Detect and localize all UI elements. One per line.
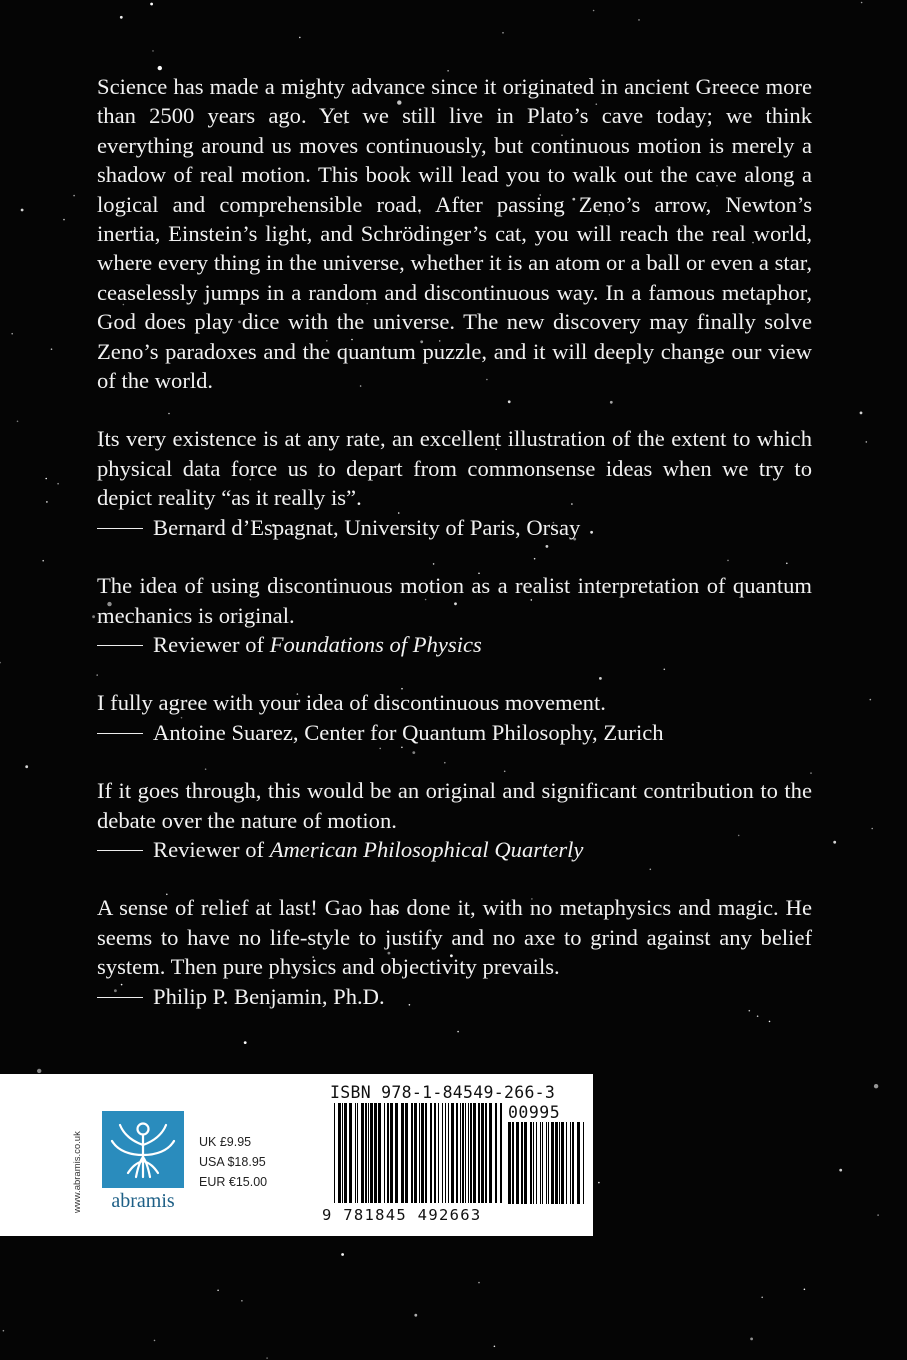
publisher-name: abramis	[111, 1190, 175, 1212]
review-attribution	[97, 982, 812, 1011]
star	[241, 1300, 243, 1302]
star	[502, 32, 504, 34]
review-quote: If it goes through, this would be an original and significant contribution to the debate over the nature of motion.	[97, 778, 812, 833]
journal-name: American Philosophical Quarterly	[269, 836, 584, 862]
star	[0, 662, 1, 664]
barcode-bar	[401, 1103, 404, 1203]
star	[833, 841, 836, 844]
website-text: www.abramis.co.uk	[72, 1131, 83, 1213]
star	[861, 2, 863, 4]
review-quote: Its very existence is at any rate, an excellent illustration of the extent to which physical data force us to depart from commonsense ideas when we try to depict reality “as it really is”.	[97, 426, 812, 511]
barcode-bar	[572, 1122, 574, 1204]
barcode-bar	[566, 1122, 567, 1204]
review-quote: I fully agree with your idea of discontinuous movement.	[97, 690, 606, 716]
price-uk: UK £9.95	[199, 1135, 252, 1149]
star	[638, 19, 640, 21]
star	[37, 1069, 41, 1073]
dash-rule	[97, 645, 143, 646]
barcode-bar	[530, 1122, 532, 1204]
review-quote: The idea of using discontinuous motion as a realist interpretation of quantum mechanics is original.	[97, 573, 812, 628]
star	[299, 37, 301, 39]
barcode-bar	[338, 1103, 341, 1203]
star	[25, 765, 28, 768]
barcode-bar	[577, 1122, 580, 1204]
star	[866, 441, 868, 443]
star	[478, 1282, 480, 1284]
barcode-bar	[485, 1103, 487, 1203]
barcode-bar	[357, 1103, 358, 1203]
blurb-paragraph: Science has made a mighty advance since it originated in ancient Greece more than 2500 years ago. Yet we still live in Plato’s cave today; we think everything around us moves continuously, but continuous motion is merely a shadow of real motion. This book will lead you to walk out the cave along a logical and comprehensible road. After passing Zeno’s arrow, Newton’s inertia, Einstein’s light, and Schrödinger’s cat, you will reach the real world, where every thing in the universe, whether it is an atom or a ball or even a star, ceaselessly jumps in a random and discontinuous way. In a famous metaphor, God does play dice with the universe. The new discovery may finally solve Zeno’s paradoxes and the quantum puzzle, and it will deeply change our view of the world.	[97, 74, 812, 394]
barcode-bar	[451, 1103, 454, 1203]
attribution-prefix: Reviewer of	[153, 631, 270, 657]
star	[877, 1214, 879, 1216]
barcode-bar	[438, 1103, 439, 1203]
journal-name: Foundations of Physics	[269, 631, 482, 657]
barcode-bar	[583, 1122, 584, 1204]
barcode-bar	[414, 1103, 417, 1203]
barcode-bar	[456, 1103, 458, 1203]
barcode-bar	[516, 1122, 519, 1204]
star	[42, 560, 44, 562]
barcode-bar	[434, 1103, 436, 1203]
review-attribution	[97, 718, 812, 747]
barcode-bar	[368, 1103, 369, 1203]
dash-rule	[97, 850, 143, 851]
barcode-bar	[546, 1122, 547, 1204]
barcode-bar	[378, 1103, 381, 1203]
barcode-bar	[540, 1122, 541, 1204]
star	[750, 1338, 753, 1341]
star	[21, 209, 24, 212]
star	[874, 1084, 878, 1088]
dash-rule	[97, 528, 143, 529]
star	[73, 195, 75, 197]
star	[11, 333, 13, 335]
star	[92, 615, 95, 618]
barcode-bar	[361, 1103, 364, 1203]
barcode-bar	[365, 1103, 367, 1203]
barcode-bar	[559, 1122, 560, 1204]
star	[598, 1182, 600, 1184]
barcode-bar	[384, 1103, 385, 1203]
barcode-bar	[470, 1103, 472, 1203]
review-quote: A sense of relief at last! Gao has done it, with no metaphysics and magic. He seems to have no life-style to justify and no axe to grind against any belief system. Then pure physics and objectivity prevails.	[97, 895, 812, 980]
star	[266, 1357, 268, 1359]
star	[593, 10, 595, 12]
barcode-bar	[570, 1122, 571, 1204]
star	[57, 483, 59, 485]
publisher-logo	[102, 1111, 184, 1188]
barcode-bar	[555, 1122, 558, 1204]
barcode-bar	[419, 1103, 420, 1203]
star	[120, 16, 123, 19]
star	[3, 1330, 5, 1332]
tree-figure-icon	[102, 1111, 184, 1188]
star	[46, 501, 48, 503]
star	[804, 1289, 806, 1291]
review-1	[97, 424, 812, 542]
star	[244, 1041, 247, 1044]
barcode-bar	[344, 1103, 347, 1203]
star	[152, 50, 154, 52]
barcode-bar	[561, 1122, 564, 1204]
price-code: 00995	[508, 1103, 561, 1122]
price-list	[199, 1132, 267, 1192]
attribution-text: Bernard d’Espagnat, University of Paris, Orsay	[153, 514, 581, 540]
star	[17, 421, 19, 423]
review-attribution	[97, 630, 812, 659]
barcode-bar	[468, 1103, 469, 1203]
star	[63, 219, 65, 221]
star	[150, 3, 153, 6]
barcode-bar	[462, 1103, 464, 1203]
barcode-bar	[425, 1103, 427, 1203]
star	[154, 1340, 156, 1342]
ean-digits: 9 781845 492663	[322, 1206, 482, 1224]
barcode-bar	[542, 1122, 543, 1204]
review-5	[97, 893, 812, 1011]
attribution-text: Antoine Suarez, Center for Quantum Philosophy, Zurich	[153, 719, 664, 745]
barcode-bar	[478, 1103, 480, 1203]
star	[860, 412, 863, 415]
barcode-bar	[374, 1103, 377, 1203]
barcode-bar	[387, 1103, 389, 1203]
star	[158, 66, 162, 70]
price-eur: EUR €15.00	[199, 1175, 268, 1189]
star	[761, 1297, 763, 1299]
addon-barcode	[508, 1122, 584, 1215]
review-attribution	[97, 513, 812, 542]
barcode-bar	[460, 1103, 461, 1203]
barcode-bar	[536, 1122, 537, 1204]
barcode-bar	[421, 1103, 424, 1203]
barcode-bar	[445, 1103, 446, 1203]
barcode-bar	[495, 1103, 497, 1203]
barcode-bar	[473, 1103, 476, 1203]
barcode-bar	[395, 1103, 398, 1203]
barcode-bar	[430, 1103, 432, 1203]
barcode-bar	[551, 1122, 554, 1204]
back-cover-text	[97, 72, 812, 1040]
review-2	[97, 571, 812, 659]
barcode-bar	[370, 1103, 373, 1203]
barcode-bar	[448, 1103, 449, 1203]
barcode-bar	[500, 1103, 502, 1203]
barcode-bar	[521, 1122, 523, 1204]
review-4	[97, 776, 812, 864]
barcode-bar	[405, 1103, 408, 1203]
star	[870, 699, 872, 701]
barcode-bar	[548, 1122, 549, 1204]
barcode-bar	[411, 1103, 413, 1203]
attribution-text: Philip P. Benjamin, Ph.D.	[153, 983, 385, 1009]
barcode-bar	[465, 1103, 466, 1203]
review-attribution	[97, 835, 812, 864]
barcode-bar	[390, 1103, 393, 1203]
star	[45, 478, 47, 480]
review-3	[97, 688, 812, 747]
barcode-bar	[355, 1103, 356, 1203]
isbn-label: ISBN 978-1-84549-266-3	[330, 1083, 556, 1102]
price-usa: USA $18.95	[199, 1155, 266, 1169]
dash-rule	[97, 997, 143, 998]
barcode-bar	[489, 1103, 492, 1203]
barcode-bar	[349, 1103, 352, 1203]
star	[217, 1290, 219, 1292]
star	[414, 1314, 417, 1317]
barcode-bar	[512, 1122, 514, 1204]
star	[839, 1169, 842, 1172]
barcode-bar	[508, 1122, 511, 1204]
barcode-bar	[481, 1103, 484, 1203]
ean-barcode	[334, 1103, 502, 1215]
barcode-bar	[524, 1122, 527, 1204]
barcode-bar	[334, 1103, 335, 1203]
star	[871, 828, 873, 830]
attribution-prefix: Reviewer of	[153, 836, 270, 862]
dash-rule	[97, 733, 143, 734]
barcode-bar	[442, 1103, 443, 1203]
barcode-bar	[342, 1103, 343, 1203]
barcode-bar	[533, 1122, 534, 1204]
star	[341, 1253, 344, 1256]
star	[51, 348, 53, 350]
star	[494, 1346, 496, 1348]
